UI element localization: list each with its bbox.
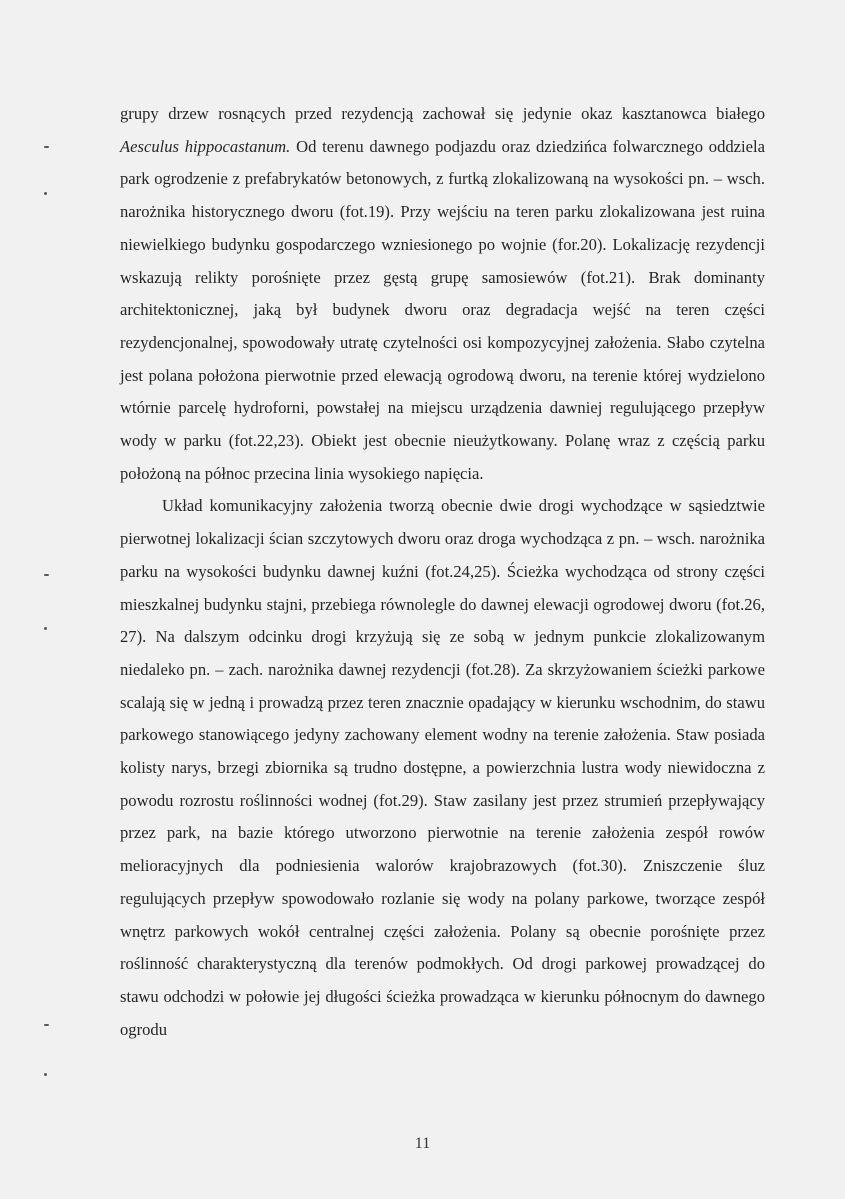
paragraph-1-text-start: grupy drzew rosnących przed rezydencją zachował się jedynie okaz kasztanowca białego xyxy=(120,104,765,123)
scan-speck xyxy=(44,574,49,576)
paragraph-1-text-rest: Od terenu dawnego podjazdu oraz dziedzińca folwarcznego oddziela park ogrodzenie z prefabrykatów betonowych, z furtką zlokalizowaną na wysokości pn. – wsch. narożnika historycznego dworu (fot.19). Przy wejściu na teren parku zlokalizowana jest ruina niewielkiego budynku gospodarczego wzniesionego po wojnie (for.20). Lokalizację rezydencji wskazują relikty porośnięte przez gęstą grupę samosiewów (fot.21). Brak dominanty architektonicznej, jaką był budynek dworu oraz degradacja wejść na teren części rezydencjonalnej, spowodowały utratę czytelności osi kompozycyjnej założenia. Słabo czytelna jest polana położona pierwotnie przed elewacją ogrodową dworu, na terenie której wydzielono wtórnie parcelę hydroforni, powstałej na miejscu urządzenia dawniej regulującego przepływ wody w parku (fot.22,23). Obiekt jest obecnie nieużytkowany. Polanę wraz z częścią parku położoną na północ przecina linia wysokiego napięcia. xyxy=(120,136,765,483)
paragraph-2-text: Układ komunikacyjny założenia tworzą obecnie dwie drogi wychodzące w sąsiedztwie pierwotnej lokalizacji ścian szczytowych dworu oraz droga wychodząca z pn. – wsch. narożnika parku na wysokości budynku dawnej kuźni (fot.24,25). Ścieżka wychodząca od strony części mieszkalnej budynku stajni, przebiega równolegle do dawnej elewacji ogrodowej dworu (fot.26, 27). Na dalszym odcinku drogi krzyżują się ze sobą w jednym punkcie zlokalizowanym niedaleko pn. – zach. narożnika dawnej rezydencji (fot.28). Za skrzyżowaniem ścieżki parkowe scalają się w jedną i prowadzą przez teren znacznie opadający w kierunku wschodnim, do stawu parkowego stanowiącego jedyny zachowany element wodny na terenie założenia. Staw posiada kolisty narys, brzegi zbiornika są trudno dostępne, a powierzchnia lustra wody niewidoczna z powodu rozrostu roślinności wodnej (fot.29). Staw zasilany jest przez strumień przepływający przez park, na bazie którego utworzono pierwotnie na terenie założenia zespół rowów melioracyjnych dla podniesienia walorów krajobrazowych (fot.30). Zniszczenie śluz regulujących przepływ spowodowało rozlanie się wody na polany parkowe, tworzące zespół wnętrz parkowych wokół centralnej części założenia. Polany są obecnie porośnięte przez roślinność charakterystyczną dla terenów podmokłych. Od drogi parkowej prowadzącej do stawu odchodzi w połowie jej długości ścieżka prowadząca w kierunku północnym do dawnego ogrodu xyxy=(120,496,765,1039)
paragraph-1 xyxy=(120,98,765,490)
scan-speck xyxy=(44,627,47,630)
scan-speck xyxy=(44,192,47,195)
paragraph-2 xyxy=(120,490,765,1046)
scan-speck xyxy=(44,1024,49,1026)
scan-speck xyxy=(44,146,49,148)
page-number: 11 xyxy=(414,1135,431,1152)
scan-speck xyxy=(44,1073,47,1076)
species-name-italic: Aesculus hippocastanum. xyxy=(120,136,291,156)
body-text xyxy=(120,98,765,1046)
